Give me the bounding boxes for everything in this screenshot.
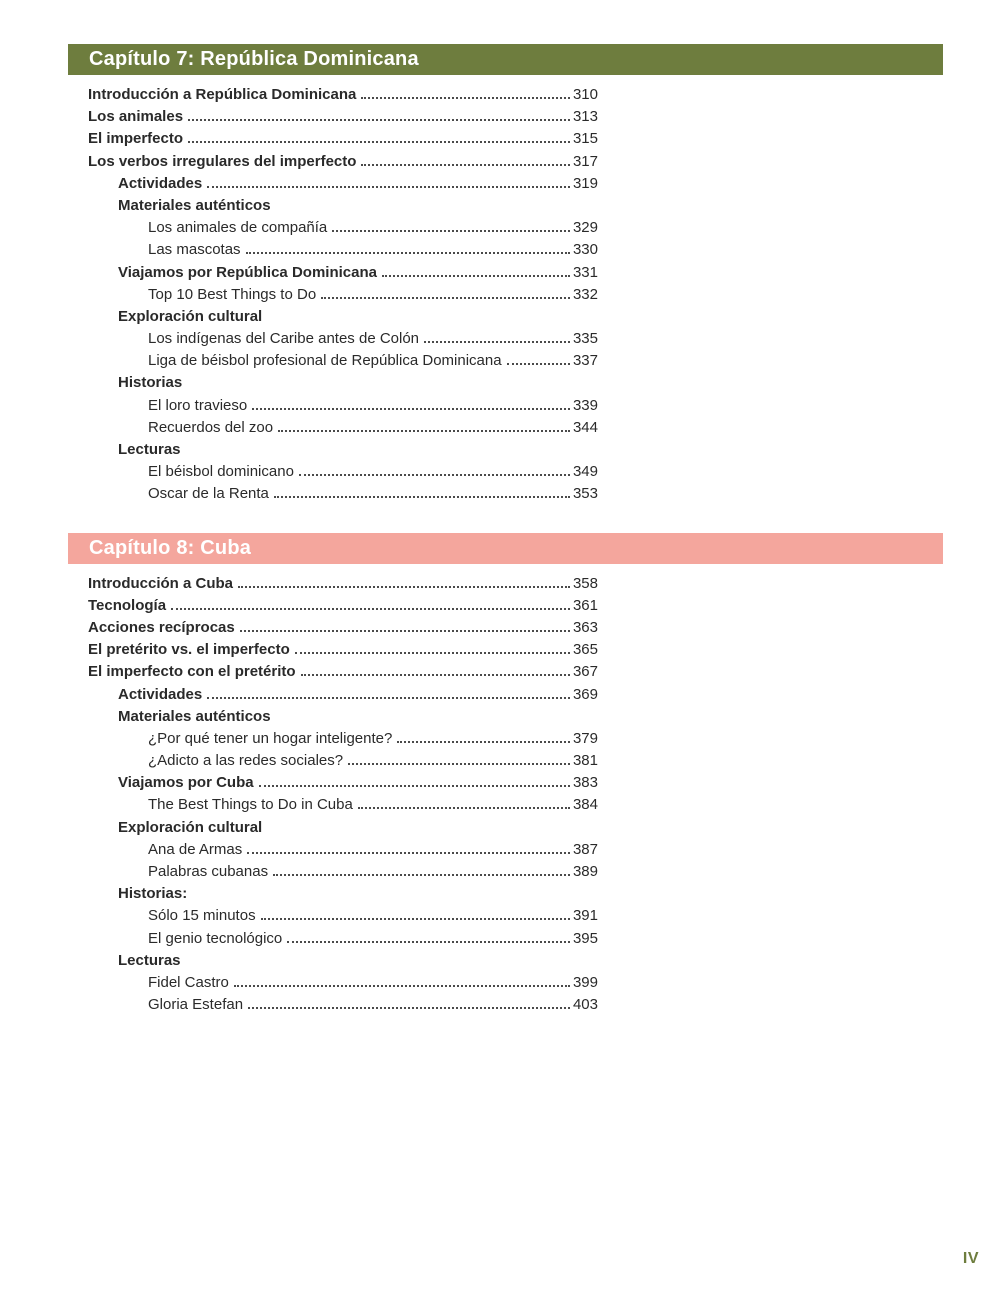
toc-entry <box>88 639 598 661</box>
toc-entry <box>88 883 598 905</box>
toc-entry <box>88 106 598 128</box>
toc-entry-label: Exploración cultural <box>118 307 263 325</box>
toc-entry <box>88 350 598 372</box>
toc-entry-page: 358 <box>572 574 598 592</box>
toc-entry-page: 395 <box>572 929 598 947</box>
toc-entry-label: Historias: <box>118 885 188 903</box>
toc-entry <box>88 262 598 284</box>
toc-entry <box>88 284 598 306</box>
toc-entry-label: Sólo 15 minutos <box>148 907 256 925</box>
toc-entry-page: 315 <box>572 130 598 148</box>
dot-leader <box>273 874 570 876</box>
dot-leader <box>207 697 570 699</box>
toc-entry-page: 313 <box>572 108 598 126</box>
toc-entry-page: 381 <box>572 752 598 770</box>
toc-entry-page: 389 <box>572 863 598 880</box>
toc-entry <box>88 994 598 1016</box>
toc-entry-page: 353 <box>572 485 598 503</box>
toc-entry-page: 365 <box>572 641 598 659</box>
chapter-7-title: Capítulo 7: República Dominicana <box>89 48 419 70</box>
toc-entry <box>88 905 598 927</box>
dot-leader <box>361 97 570 99</box>
toc-entry-label: Las mascotas <box>148 241 241 259</box>
toc-entry-page: 369 <box>572 685 598 703</box>
dot-leader <box>287 941 570 943</box>
toc-entry <box>88 972 598 994</box>
toc-entry-label: Actividades <box>118 685 203 703</box>
toc-entry <box>88 461 598 483</box>
toc-entry-label: Top 10 Best Things to Do <box>148 285 317 303</box>
toc-entry <box>88 950 598 972</box>
dot-leader <box>299 474 570 476</box>
toc-entry-label: Los animales de compañía <box>148 219 328 237</box>
toc-entry-page: 331 <box>572 263 598 281</box>
toc-entry-label: Exploración cultural <box>118 818 263 836</box>
toc-entry-page: 367 <box>572 663 598 681</box>
toc-entry-label: Acciones recíprocas <box>88 618 235 636</box>
toc-entry <box>88 372 598 394</box>
toc-entry-label: Introducción a República Dominicana <box>88 86 357 103</box>
toc-entry-page: 384 <box>572 796 598 814</box>
toc-entry-label: El imperfecto <box>88 130 184 148</box>
toc-entry-page: 391 <box>572 907 598 925</box>
toc-entry-label: Viajamos por Cuba <box>118 774 254 792</box>
toc-entry <box>88 151 598 173</box>
toc-entry-label: Gloria Estefan <box>148 996 244 1014</box>
toc-entry-label: Oscar de la Renta <box>148 485 269 503</box>
toc-entry <box>88 839 598 861</box>
chapter-8-section <box>0 533 1000 1023</box>
toc-entry <box>88 861 598 883</box>
toc-entry-page: 344 <box>572 418 598 436</box>
dot-leader <box>247 852 570 854</box>
toc-entry <box>88 84 598 106</box>
toc-entry <box>88 173 598 195</box>
dot-leader <box>246 252 570 254</box>
dot-leader <box>301 674 570 676</box>
dot-leader <box>238 586 570 588</box>
toc-entry <box>88 239 598 261</box>
toc-entry-label: Lecturas <box>118 951 181 969</box>
dot-leader <box>207 186 570 188</box>
chapter-7-banner <box>68 44 943 75</box>
toc-entry-label: Lecturas <box>118 441 181 458</box>
toc-entry <box>88 573 598 595</box>
toc-entry-label: ¿Por qué tener un hogar inteligente? <box>148 729 393 747</box>
toc-entry-page: 337 <box>572 352 598 370</box>
toc-entry-label: Materiales auténticos <box>118 196 271 214</box>
toc-entry-label: El imperfecto con el pretérito <box>88 663 296 681</box>
toc-entry-label: Ana de Armas <box>148 840 243 858</box>
dot-leader <box>321 297 570 299</box>
page-number: IV <box>962 1250 979 1267</box>
toc-entry-page: 332 <box>572 285 598 303</box>
dot-leader <box>397 741 570 743</box>
toc-entry <box>88 439 598 461</box>
toc-entry-label: ¿Adicto a las redes sociales? <box>148 752 344 770</box>
toc-entry-page: 363 <box>572 618 598 636</box>
dot-leader <box>361 164 570 166</box>
dot-leader <box>188 119 570 121</box>
dot-leader <box>295 652 570 654</box>
dot-leader <box>248 1007 570 1009</box>
toc-entry-label: Tecnología <box>88 596 167 614</box>
dot-leader <box>382 275 570 277</box>
toc-entry <box>88 617 598 639</box>
toc-entry-label: Recuerdos del zoo <box>148 418 274 436</box>
chapter-7-section <box>0 44 1000 512</box>
toc-entry-page: 339 <box>572 396 598 414</box>
toc-entry <box>88 395 598 417</box>
dot-leader <box>234 985 570 987</box>
toc-entry-label: Fidel Castro <box>148 973 229 991</box>
toc-entry-page: 399 <box>572 973 598 991</box>
toc-entry <box>88 772 598 794</box>
toc-entry <box>88 217 598 239</box>
toc-entry-label: El pretérito vs. el imperfecto <box>88 641 290 659</box>
toc-entry <box>88 306 598 328</box>
toc-entry <box>88 417 598 439</box>
toc-entry-label: El genio tecnológico <box>148 929 283 947</box>
toc-entry-label: Introducción a Cuba <box>88 574 234 592</box>
toc-entry <box>88 595 598 617</box>
toc-entry-page: 387 <box>572 840 598 858</box>
dot-leader <box>259 785 570 787</box>
chapter-8-toc <box>88 564 598 1023</box>
toc-entry-page: 335 <box>572 330 598 348</box>
toc-entry-label: Historias <box>118 374 183 392</box>
chapter-8-title: Capítulo 8: Cuba <box>89 536 252 559</box>
dot-leader <box>348 763 570 765</box>
toc-entry-page: 317 <box>572 152 598 170</box>
toc-entry-page: 349 <box>572 463 598 481</box>
toc-entry <box>88 195 598 217</box>
toc-entry-page: 329 <box>572 219 598 237</box>
dot-leader <box>424 341 570 343</box>
toc-entry-page: 383 <box>572 774 598 792</box>
dot-leader <box>171 608 570 610</box>
dot-leader <box>261 918 570 920</box>
dot-leader <box>507 363 570 365</box>
toc-entry-label: Actividades <box>118 174 203 192</box>
toc-entry-label: Palabras cubanas <box>148 863 269 880</box>
toc-entry-page: 403 <box>572 996 598 1014</box>
toc-entry <box>88 128 598 150</box>
toc-entry-page: 319 <box>572 174 598 192</box>
chapter-8-banner <box>68 533 943 564</box>
toc-entry <box>88 928 598 950</box>
toc-entry-label: El béisbol dominicano <box>148 463 294 481</box>
toc-entry <box>88 728 598 750</box>
dot-leader <box>358 807 570 809</box>
chapter-7-toc <box>88 75 598 512</box>
toc-entry <box>88 817 598 839</box>
toc-entry-page: 330 <box>572 241 598 259</box>
toc-entry <box>88 684 598 706</box>
toc-entry <box>88 328 598 350</box>
dot-leader <box>188 141 570 143</box>
toc-entry-label: Los indígenas del Caribe antes de Colón <box>148 330 420 348</box>
toc-entry-page: 361 <box>572 596 598 614</box>
dot-leader <box>252 408 570 410</box>
toc-entry-label: El loro travieso <box>148 396 248 414</box>
toc-entry-label: Viajamos por República Dominicana <box>118 263 377 281</box>
toc-entry-page: 379 <box>572 729 598 747</box>
toc-entry-label: Liga de béisbol profesional de República Dominicana <box>148 352 502 370</box>
toc-entry-label: Los animales <box>88 108 184 126</box>
toc-entry-label: Los verbos irregulares del imperfecto <box>88 152 357 170</box>
toc-entry <box>88 661 598 683</box>
toc-entry-label: The Best Things to Do in Cuba <box>148 796 353 814</box>
dot-leader <box>278 430 570 432</box>
dot-leader <box>240 630 570 632</box>
toc-entry-page: 310 <box>572 86 598 103</box>
toc-entry-label: Materiales auténticos <box>118 707 271 725</box>
toc-entry <box>88 706 598 728</box>
toc-entry <box>88 794 598 816</box>
toc-entry <box>88 483 598 505</box>
dot-leader <box>332 230 570 232</box>
dot-leader <box>274 496 570 498</box>
toc-entry <box>88 750 598 772</box>
